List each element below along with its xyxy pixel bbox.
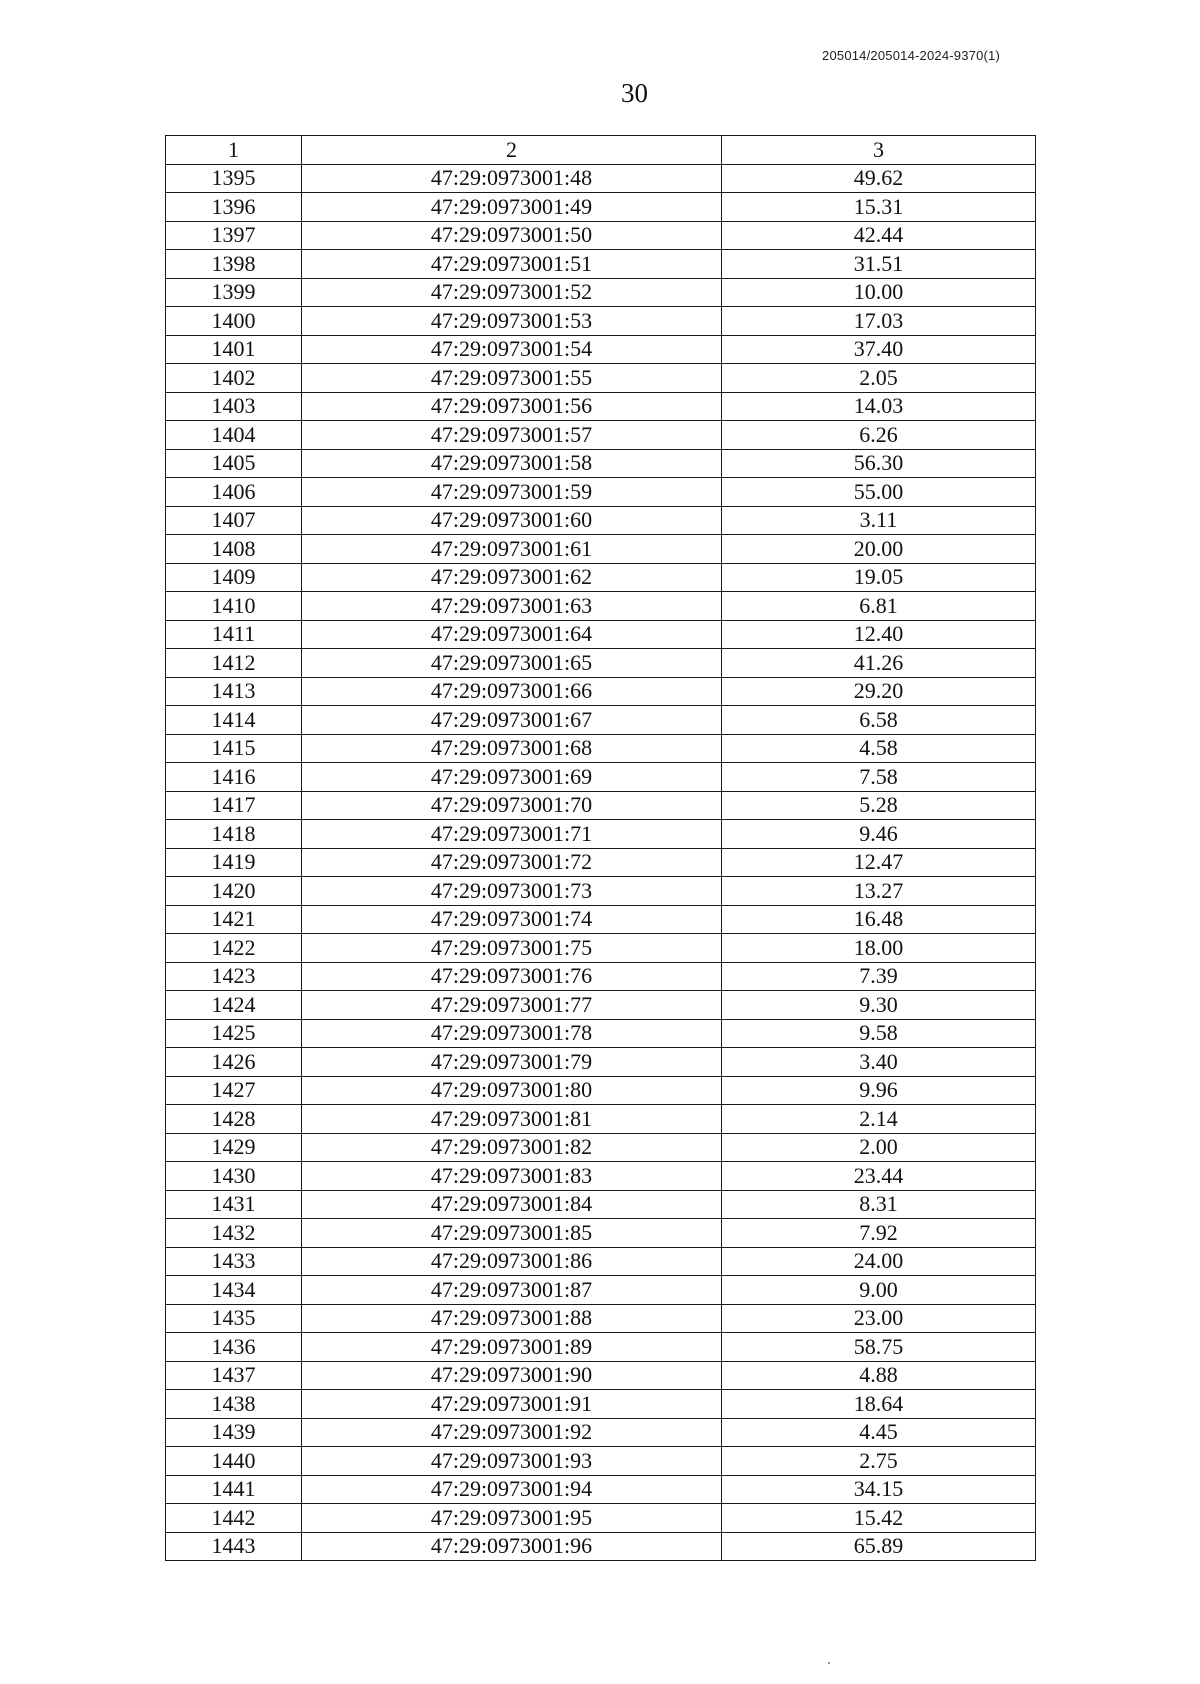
row-number-cell: 1412 (166, 649, 302, 678)
table-row (166, 1162, 1036, 1191)
row-number-cell: 1414 (166, 706, 302, 735)
value-cell: 9.96 (722, 1076, 1036, 1105)
table-row (166, 1076, 1036, 1105)
value-cell: 2.00 (722, 1133, 1036, 1162)
table-row (166, 1304, 1036, 1333)
table-row (166, 763, 1036, 792)
row-number-cell: 1436 (166, 1333, 302, 1362)
table-row (166, 592, 1036, 621)
table-row (166, 535, 1036, 564)
cadastral-number-cell: 47:29:0973001:61 (302, 535, 722, 564)
row-number-cell: 1426 (166, 1048, 302, 1077)
value-cell: 49.62 (722, 164, 1036, 193)
cadastral-number-cell: 47:29:0973001:54 (302, 335, 722, 364)
row-number-cell: 1431 (166, 1190, 302, 1219)
value-cell: 12.47 (722, 848, 1036, 877)
value-cell: 4.45 (722, 1418, 1036, 1447)
cadastral-number-cell: 47:29:0973001:86 (302, 1247, 722, 1276)
value-cell: 9.30 (722, 991, 1036, 1020)
value-cell: 31.51 (722, 250, 1036, 279)
value-cell: 6.58 (722, 706, 1036, 735)
value-cell: 65.89 (722, 1532, 1036, 1561)
row-number-cell: 1420 (166, 877, 302, 906)
value-cell: 23.44 (722, 1162, 1036, 1191)
value-cell: 7.58 (722, 763, 1036, 792)
document-id: 205014/205014-2024-9370(1) (822, 48, 1000, 63)
table-row (166, 1219, 1036, 1248)
table-row (166, 364, 1036, 393)
table-row (166, 1390, 1036, 1419)
table-header (166, 136, 1036, 165)
cadastral-number-cell: 47:29:0973001:68 (302, 734, 722, 763)
table-row (166, 1532, 1036, 1561)
cadastral-number-cell: 47:29:0973001:66 (302, 677, 722, 706)
row-number-cell: 1416 (166, 763, 302, 792)
cadastral-number-cell: 47:29:0973001:51 (302, 250, 722, 279)
table-row (166, 905, 1036, 934)
row-number-cell: 1405 (166, 449, 302, 478)
table-row (166, 848, 1036, 877)
table-row (166, 1190, 1036, 1219)
row-number-cell: 1427 (166, 1076, 302, 1105)
row-number-cell: 1435 (166, 1304, 302, 1333)
value-cell: 8.31 (722, 1190, 1036, 1219)
table-row (166, 250, 1036, 279)
row-number-cell: 1401 (166, 335, 302, 364)
table-row (166, 1418, 1036, 1447)
value-cell: 3.40 (722, 1048, 1036, 1077)
value-cell: 5.28 (722, 791, 1036, 820)
row-number-cell: 1438 (166, 1390, 302, 1419)
cadastral-number-cell: 47:29:0973001:88 (302, 1304, 722, 1333)
row-number-cell: 1395 (166, 164, 302, 193)
cadastral-number-cell: 47:29:0973001:75 (302, 934, 722, 963)
cadastral-number-cell: 47:29:0973001:95 (302, 1504, 722, 1533)
cadastral-number-cell: 47:29:0973001:70 (302, 791, 722, 820)
table-row (166, 820, 1036, 849)
row-number-cell: 1421 (166, 905, 302, 934)
value-cell: 4.88 (722, 1361, 1036, 1390)
row-number-cell: 1404 (166, 421, 302, 450)
cadastral-number-cell: 47:29:0973001:87 (302, 1276, 722, 1305)
table-row (166, 421, 1036, 450)
row-number-cell: 1432 (166, 1219, 302, 1248)
table-row (166, 1133, 1036, 1162)
value-cell: 23.00 (722, 1304, 1036, 1333)
row-number-cell: 1430 (166, 1162, 302, 1191)
value-cell: 10.00 (722, 278, 1036, 307)
cadastral-number-cell: 47:29:0973001:89 (302, 1333, 722, 1362)
table-row (166, 1333, 1036, 1362)
table-row (166, 164, 1036, 193)
row-number-cell: 1443 (166, 1532, 302, 1561)
cadastral-number-cell: 47:29:0973001:65 (302, 649, 722, 678)
cadastral-number-cell: 47:29:0973001:64 (302, 620, 722, 649)
cadastral-number-cell: 47:29:0973001:82 (302, 1133, 722, 1162)
table-row (166, 307, 1036, 336)
value-cell: 14.03 (722, 392, 1036, 421)
value-cell: 7.39 (722, 962, 1036, 991)
table-row (166, 1247, 1036, 1276)
table-row (166, 1048, 1036, 1077)
value-cell: 24.00 (722, 1247, 1036, 1276)
table-row (166, 506, 1036, 535)
table-row (166, 1447, 1036, 1476)
value-cell: 16.48 (722, 905, 1036, 934)
cadastral-number-cell: 47:29:0973001:76 (302, 962, 722, 991)
table-row (166, 1361, 1036, 1390)
row-number-cell: 1409 (166, 563, 302, 592)
cadastral-number-cell: 47:29:0973001:78 (302, 1019, 722, 1048)
table-row (166, 335, 1036, 364)
cadastral-number-cell: 47:29:0973001:84 (302, 1190, 722, 1219)
row-number-cell: 1396 (166, 193, 302, 222)
table-row (166, 734, 1036, 763)
table-row (166, 791, 1036, 820)
row-number-cell: 1429 (166, 1133, 302, 1162)
data-table (165, 135, 1036, 1561)
header-row (166, 136, 1036, 165)
value-cell: 29.20 (722, 677, 1036, 706)
value-cell: 15.42 (722, 1504, 1036, 1533)
row-number-cell: 1442 (166, 1504, 302, 1533)
row-number-cell: 1439 (166, 1418, 302, 1447)
cadastral-number-cell: 47:29:0973001:60 (302, 506, 722, 535)
table-row (166, 649, 1036, 678)
page-number: 30 (621, 78, 648, 108)
scan-artifact (828, 1662, 830, 1664)
value-cell: 7.92 (722, 1219, 1036, 1248)
value-cell: 9.58 (722, 1019, 1036, 1048)
value-cell: 2.14 (722, 1105, 1036, 1134)
row-number-cell: 1411 (166, 620, 302, 649)
cadastral-number-cell: 47:29:0973001:81 (302, 1105, 722, 1134)
cadastral-number-cell: 47:29:0973001:48 (302, 164, 722, 193)
row-number-cell: 1441 (166, 1475, 302, 1504)
value-cell: 6.26 (722, 421, 1036, 450)
table-row (166, 991, 1036, 1020)
row-number-cell: 1406 (166, 478, 302, 507)
value-cell: 13.27 (722, 877, 1036, 906)
table-row (166, 221, 1036, 250)
row-number-cell: 1434 (166, 1276, 302, 1305)
table-body (166, 164, 1036, 1561)
cadastral-number-cell: 47:29:0973001:50 (302, 221, 722, 250)
value-cell: 15.31 (722, 193, 1036, 222)
row-number-cell: 1415 (166, 734, 302, 763)
value-cell: 2.05 (722, 364, 1036, 393)
cadastral-number-cell: 47:29:0973001:58 (302, 449, 722, 478)
value-cell: 18.00 (722, 934, 1036, 963)
value-cell: 18.64 (722, 1390, 1036, 1419)
table-row (166, 449, 1036, 478)
cadastral-number-cell: 47:29:0973001:85 (302, 1219, 722, 1248)
cadastral-number-cell: 47:29:0973001:93 (302, 1447, 722, 1476)
row-number-cell: 1397 (166, 221, 302, 250)
value-cell: 41.26 (722, 649, 1036, 678)
table-row (166, 1504, 1036, 1533)
row-number-cell: 1413 (166, 677, 302, 706)
row-number-cell: 1407 (166, 506, 302, 535)
row-number-cell: 1422 (166, 934, 302, 963)
cadastral-number-cell: 47:29:0973001:69 (302, 763, 722, 792)
value-cell: 56.30 (722, 449, 1036, 478)
cadastral-number-cell: 47:29:0973001:53 (302, 307, 722, 336)
value-cell: 19.05 (722, 563, 1036, 592)
value-cell: 34.15 (722, 1475, 1036, 1504)
value-cell: 2.75 (722, 1447, 1036, 1476)
table-row (166, 934, 1036, 963)
column-header-3: 3 (722, 136, 1036, 165)
cadastral-number-cell: 47:29:0973001:67 (302, 706, 722, 735)
value-cell: 42.44 (722, 221, 1036, 250)
cadastral-number-cell: 47:29:0973001:83 (302, 1162, 722, 1191)
row-number-cell: 1425 (166, 1019, 302, 1048)
table-row (166, 962, 1036, 991)
table-row (166, 1105, 1036, 1134)
value-cell: 55.00 (722, 478, 1036, 507)
value-cell: 4.58 (722, 734, 1036, 763)
cadastral-number-cell: 47:29:0973001:77 (302, 991, 722, 1020)
table-row (166, 877, 1036, 906)
row-number-cell: 1417 (166, 791, 302, 820)
table-row (166, 1276, 1036, 1305)
row-number-cell: 1418 (166, 820, 302, 849)
row-number-cell: 1398 (166, 250, 302, 279)
row-number-cell: 1428 (166, 1105, 302, 1134)
table-row (166, 563, 1036, 592)
cadastral-number-cell: 47:29:0973001:74 (302, 905, 722, 934)
cadastral-number-cell: 47:29:0973001:56 (302, 392, 722, 421)
row-number-cell: 1402 (166, 364, 302, 393)
cadastral-number-cell: 47:29:0973001:52 (302, 278, 722, 307)
cadastral-number-cell: 47:29:0973001:72 (302, 848, 722, 877)
cadastral-number-cell: 47:29:0973001:73 (302, 877, 722, 906)
row-number-cell: 1400 (166, 307, 302, 336)
cadastral-number-cell: 47:29:0973001:92 (302, 1418, 722, 1447)
value-cell: 6.81 (722, 592, 1036, 621)
value-cell: 12.40 (722, 620, 1036, 649)
table-row (166, 706, 1036, 735)
cadastral-number-cell: 47:29:0973001:71 (302, 820, 722, 849)
cadastral-number-cell: 47:29:0973001:90 (302, 1361, 722, 1390)
row-number-cell: 1437 (166, 1361, 302, 1390)
row-number-cell: 1440 (166, 1447, 302, 1476)
cadastral-number-cell: 47:29:0973001:57 (302, 421, 722, 450)
cadastral-number-cell: 47:29:0973001:63 (302, 592, 722, 621)
row-number-cell: 1410 (166, 592, 302, 621)
cadastral-number-cell: 47:29:0973001:59 (302, 478, 722, 507)
cadastral-number-cell: 47:29:0973001:91 (302, 1390, 722, 1419)
row-number-cell: 1399 (166, 278, 302, 307)
cadastral-number-cell: 47:29:0973001:49 (302, 193, 722, 222)
value-cell: 37.40 (722, 335, 1036, 364)
row-number-cell: 1408 (166, 535, 302, 564)
table-row (166, 1475, 1036, 1504)
table-row (166, 278, 1036, 307)
table-row (166, 193, 1036, 222)
table-row (166, 620, 1036, 649)
value-cell: 9.46 (722, 820, 1036, 849)
value-cell: 17.03 (722, 307, 1036, 336)
row-number-cell: 1419 (166, 848, 302, 877)
table-row (166, 478, 1036, 507)
value-cell: 9.00 (722, 1276, 1036, 1305)
row-number-cell: 1433 (166, 1247, 302, 1276)
table-row (166, 677, 1036, 706)
cadastral-number-cell: 47:29:0973001:62 (302, 563, 722, 592)
value-cell: 3.11 (722, 506, 1036, 535)
table-row (166, 392, 1036, 421)
table-row (166, 1019, 1036, 1048)
cadastral-number-cell: 47:29:0973001:55 (302, 364, 722, 393)
cadastral-number-cell: 47:29:0973001:79 (302, 1048, 722, 1077)
row-number-cell: 1423 (166, 962, 302, 991)
cadastral-number-cell: 47:29:0973001:80 (302, 1076, 722, 1105)
column-header-1: 1 (166, 136, 302, 165)
cadastral-number-cell: 47:29:0973001:96 (302, 1532, 722, 1561)
row-number-cell: 1424 (166, 991, 302, 1020)
column-header-2: 2 (302, 136, 722, 165)
value-cell: 58.75 (722, 1333, 1036, 1362)
value-cell: 20.00 (722, 535, 1036, 564)
row-number-cell: 1403 (166, 392, 302, 421)
cadastral-number-cell: 47:29:0973001:94 (302, 1475, 722, 1504)
